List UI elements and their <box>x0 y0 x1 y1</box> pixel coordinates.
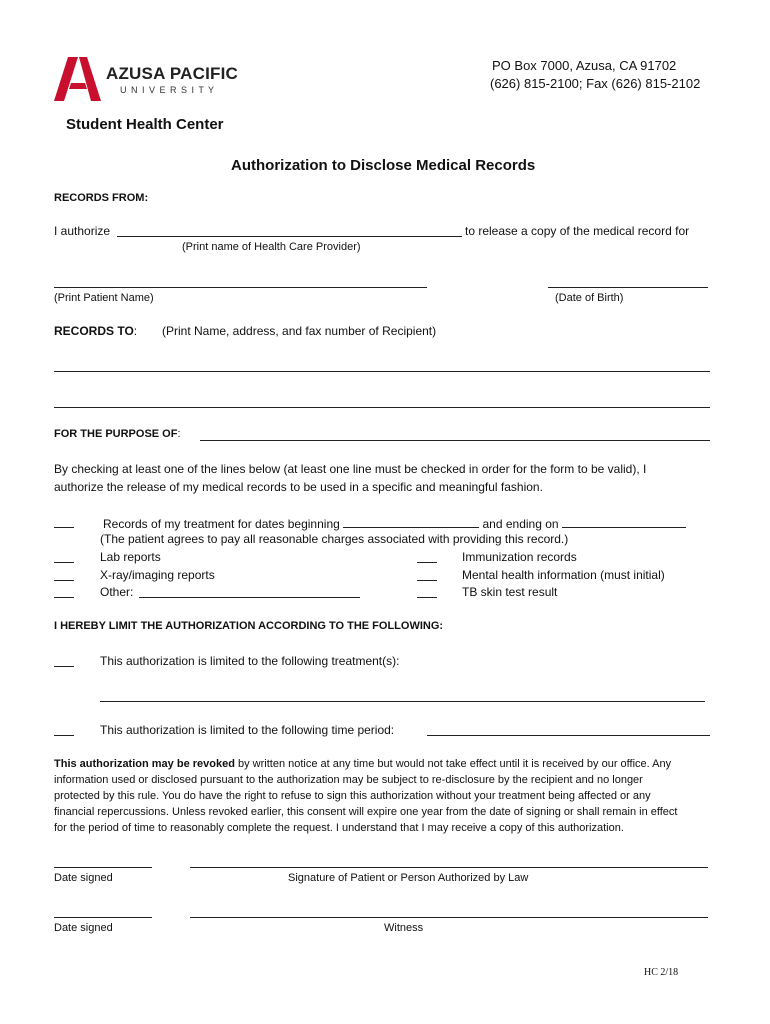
xray-checkline[interactable] <box>54 580 74 581</box>
treatment-dates-row <box>103 515 686 531</box>
treatment-checkline[interactable] <box>54 527 74 528</box>
patient-name-field[interactable] <box>54 287 427 288</box>
other-checkline[interactable] <box>54 597 74 598</box>
limit-treatment-checkline[interactable] <box>54 666 74 667</box>
other-field[interactable] <box>139 597 360 598</box>
logo-subtitle: U N I V E R S I T Y <box>120 85 216 95</box>
recipient-caption: (Print Name, address, and fax number of Recipient) <box>162 324 437 338</box>
revoke-paragraph <box>54 756 716 836</box>
immunization-label: Immunization records <box>462 550 577 564</box>
limit-time-checkline[interactable] <box>54 735 74 736</box>
provider-caption: (Print name of Health Care Provider) <box>182 241 361 253</box>
date-signed-field-1[interactable] <box>54 867 152 868</box>
authorize-suffix: to release a copy of the medical record for <box>465 224 690 238</box>
treatment-mid: and ending on <box>482 517 559 531</box>
date-of-birth-field[interactable] <box>548 287 708 288</box>
lab-reports-label: Lab reports <box>100 550 161 564</box>
begin-date-field[interactable] <box>343 515 479 528</box>
tb-test-label: TB skin test result <box>462 585 558 599</box>
mental-health-label: Mental health information (must initial) <box>462 568 665 582</box>
limit-treatment-label: This authorization is limited to the following treatment(s): <box>100 654 400 668</box>
form-code: HC 2/18 <box>644 967 679 978</box>
date-signed-label-2: Date signed <box>54 922 113 934</box>
revoke-line-5: for the period of time to reasonably complete the request. I understand that I may receive a copy of this authorization. <box>54 822 624 834</box>
provider-name-field[interactable] <box>117 236 462 237</box>
xray-label: X-ray/imaging reports <box>100 568 215 582</box>
date-signed-label-1: Date signed <box>54 872 113 884</box>
limit-treatment-field[interactable] <box>100 701 705 702</box>
revoke-line-2: information used or disclosed pursuant to the authorization may be subject to re-disclosure by the recipient and no longer <box>54 774 643 786</box>
revoke-line-4: financial repercussions. Unless revoked earlier, this consent will expire one year from the date of signing or shall remain in effect <box>54 806 678 818</box>
dob-caption: (Date of Birth) <box>555 292 624 304</box>
records-to-colon: : <box>133 324 138 338</box>
records-from-label: RECORDS FROM: <box>54 192 149 204</box>
tb-checkline[interactable] <box>417 597 437 598</box>
revoke-lead: This authorization may be revoked <box>54 758 235 770</box>
revoke-line-1 <box>54 756 716 772</box>
limit-heading: I HEREBY LIMIT THE AUTHORIZATION ACCORDING TO THE FOLLOWING: <box>54 620 444 632</box>
treatment-prefix: Records of my treatment for dates beginning <box>103 517 340 531</box>
purpose-text: FOR THE PURPOSE OF <box>54 428 178 440</box>
end-date-field[interactable] <box>562 515 686 528</box>
date-signed-field-2[interactable] <box>54 917 152 918</box>
patient-signature-field[interactable] <box>190 867 708 868</box>
revoke-line-1-rest: by written notice at any time but would not take effect until it is received by our office. Any <box>234 758 672 770</box>
authorize-prefix: I authorize <box>54 224 111 238</box>
apu-mark-icon <box>54 55 102 103</box>
limit-time-field[interactable] <box>427 735 710 736</box>
department-name: Student Health Center <box>66 116 224 133</box>
patient-name-caption: (Print Patient Name) <box>54 292 154 304</box>
address-line-2: (626) 815-2100; Fax (626) 815-2102 <box>490 76 701 91</box>
witness-caption: Witness <box>384 922 424 934</box>
other-label: Other: <box>100 585 134 599</box>
immunization-checkline[interactable] <box>417 562 437 563</box>
signature-caption: Signature of Patient or Person Authorized by Law <box>288 872 529 884</box>
university-logo <box>54 54 254 104</box>
witness-signature-field[interactable] <box>190 917 708 918</box>
logo-wordmark: AZUSA PACIFIC <box>106 64 238 83</box>
purpose-field[interactable] <box>200 440 710 441</box>
lab-checkline[interactable] <box>54 562 74 563</box>
revoke-line-3: protected by this rule. You do have the right to refuse to sign this authorization without your treatment being affected or any <box>54 790 651 802</box>
checking-line-1: By checking at least one of the lines below (at least one line must be checked in order for the form to be valid), I <box>54 462 647 476</box>
records-to-text: RECORDS TO <box>54 324 134 338</box>
purpose-colon: : <box>177 428 181 440</box>
mental-checkline[interactable] <box>417 580 437 581</box>
checking-line-2: authorize the release of my medical records to be used in a specific and meaningful fashion. <box>54 480 543 494</box>
treatment-note: (The patient agrees to pay all reasonable charges associated with providing this record.) <box>100 532 569 546</box>
form-title: Authorization to Disclose Medical Records <box>231 157 536 174</box>
recipient-field-1[interactable] <box>54 371 710 372</box>
records-to-label <box>54 324 137 338</box>
recipient-field-2[interactable] <box>54 407 710 408</box>
address-line-1: PO Box 7000, Azusa, CA 91702 <box>492 58 677 73</box>
purpose-label <box>54 428 181 440</box>
limit-time-label: This authorization is limited to the following time period: <box>100 723 395 737</box>
